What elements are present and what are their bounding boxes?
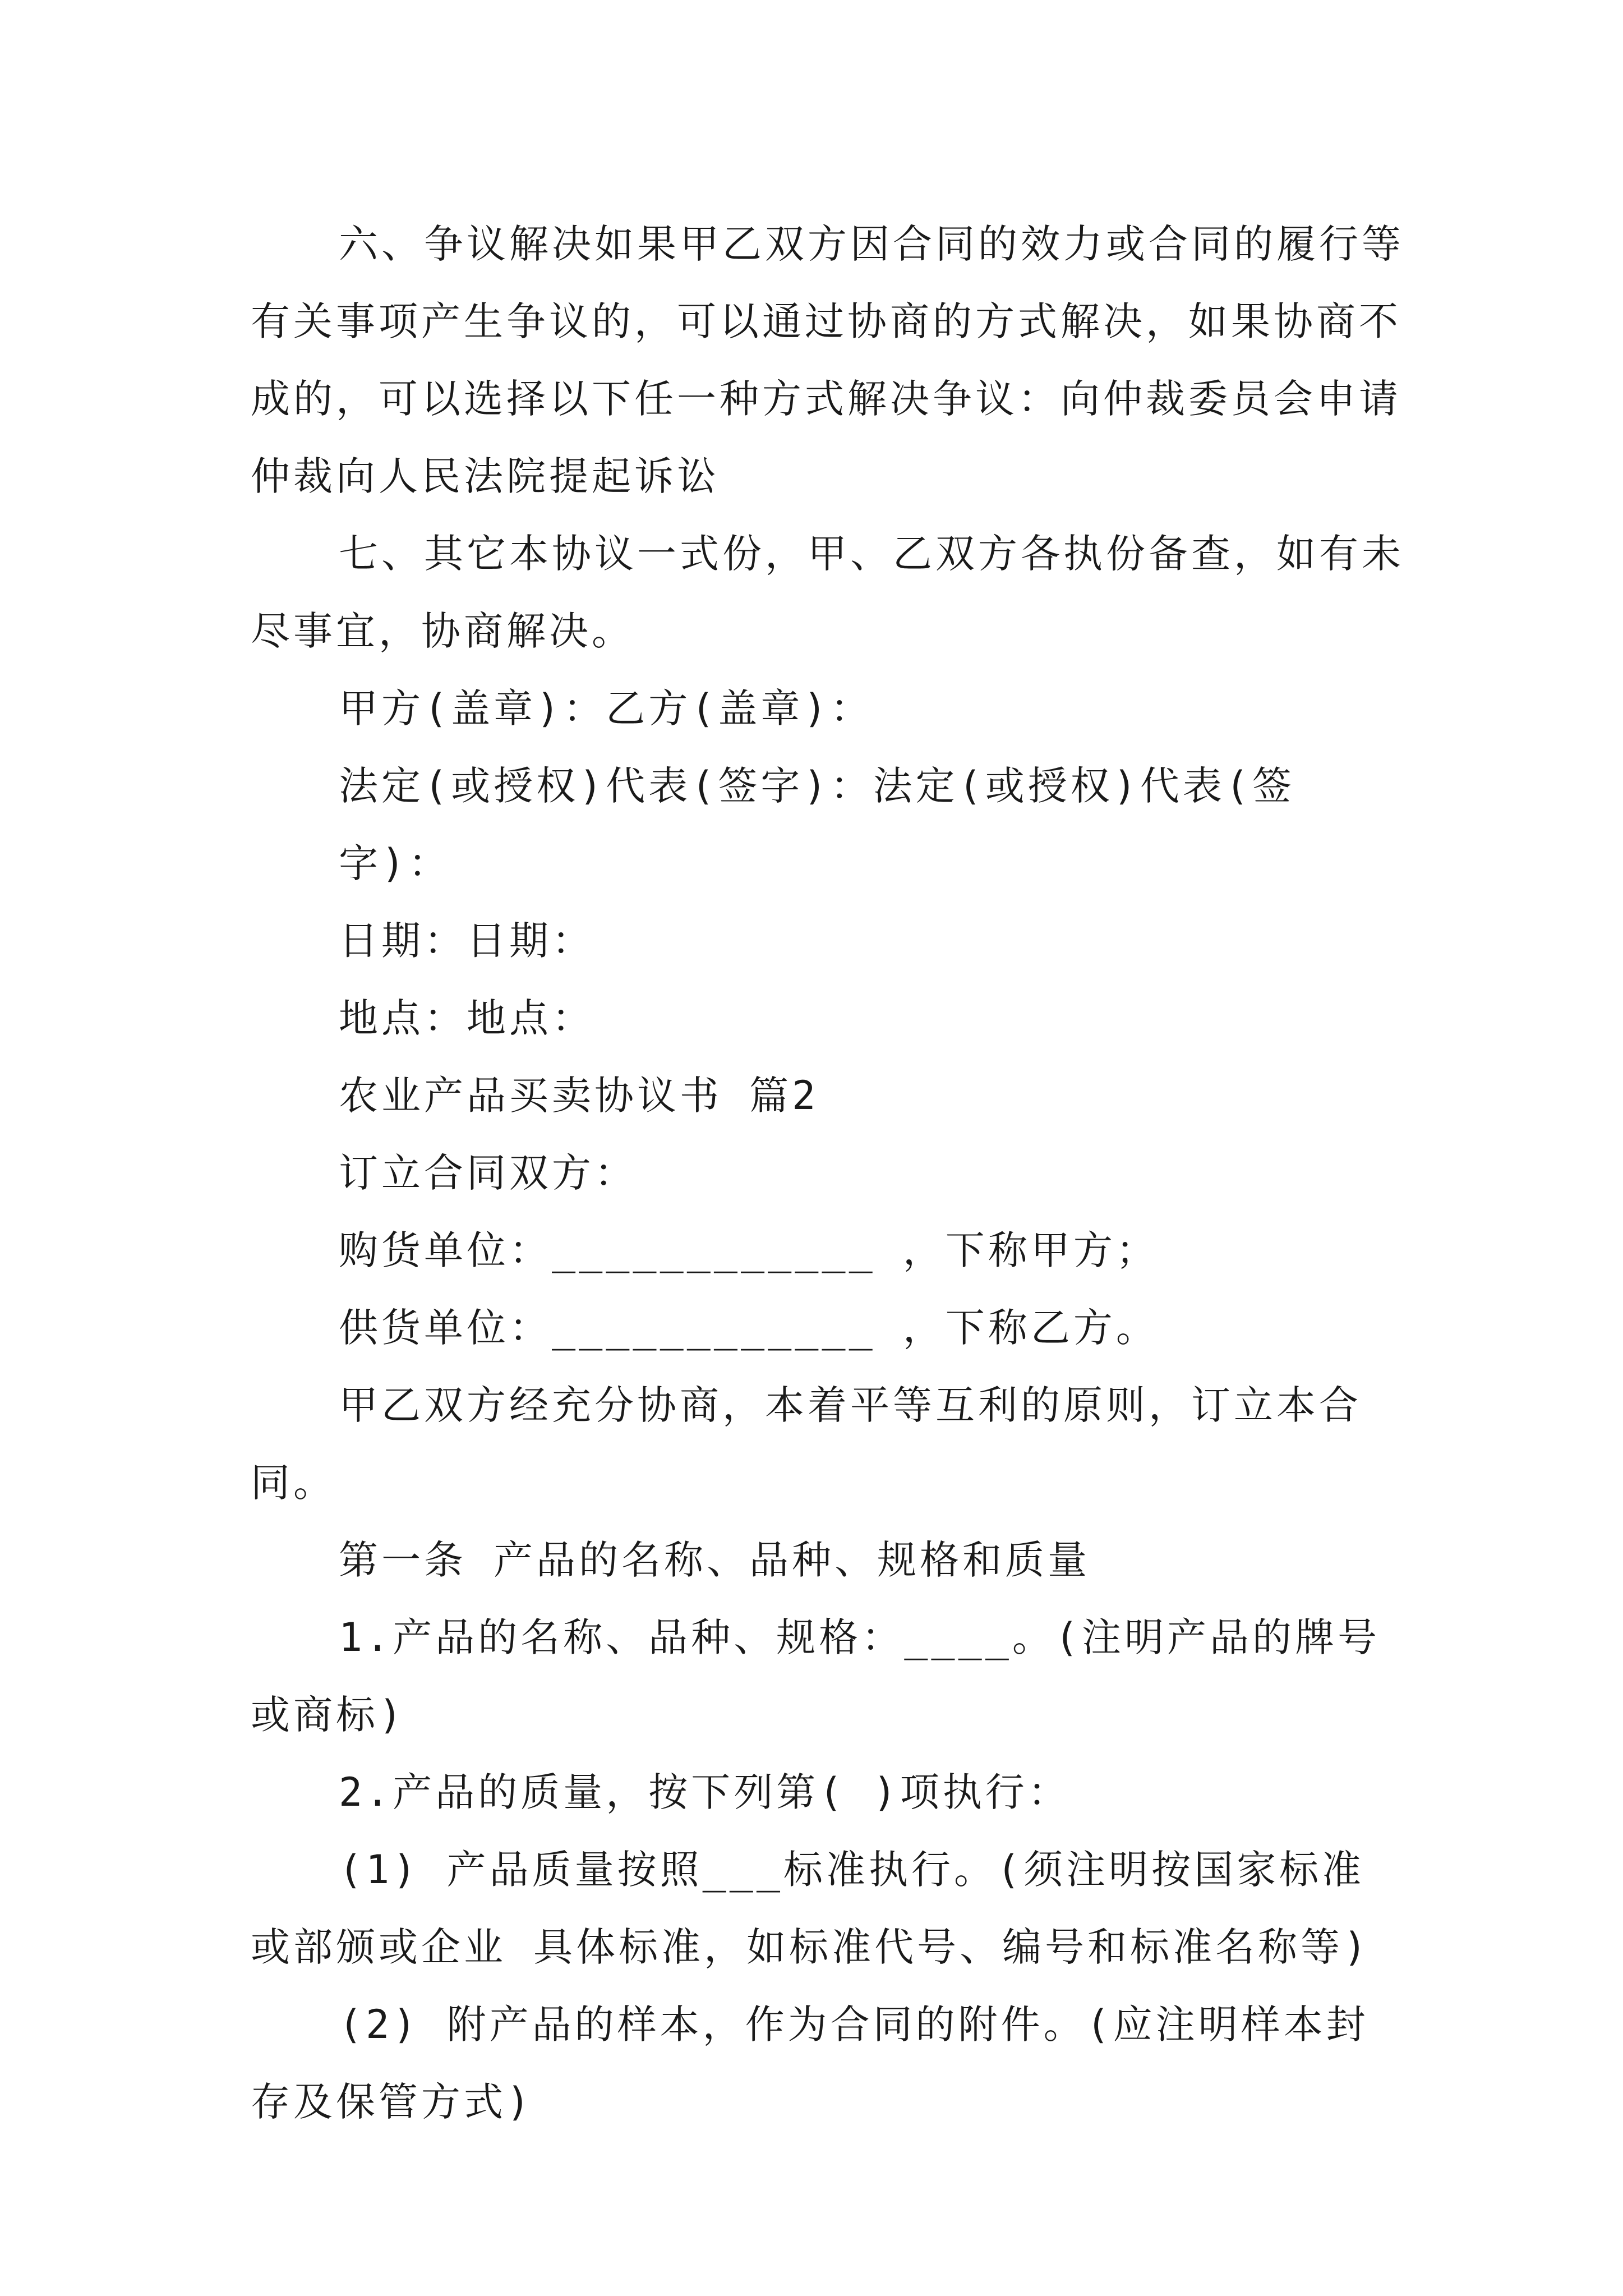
paragraph-agreement-basis: 甲乙双方经充分协商，本着平等互利的原则，订立本合同。 [251,1382,1362,1506]
section-title: 农业产品买卖协议书 篇2 [339,1073,819,1119]
signature-representative-line: 法定(或授权)代表(签字)：法定(或授权)代表(签字)： [339,763,1295,886]
buyer-line: 购货单位：____________ ，下称甲方； [339,1227,1159,1273]
item-product-sample: (2) 附产品的样本，作为合同的附件。(应注明样本封存及保管方式) [251,2001,1369,2125]
signature-place-line: 地点：地点： [339,995,594,1041]
item-product-quality: 2.产品的质量，按下列第( )项执行： [339,1769,1071,1815]
paragraph-dispute-resolution: 六、争议解决如果甲乙双方因合同的效力或合同的履行等有关事项产生争议的，可以通过协商的方式解决，如果协商不成的，可以选择以下任一种方式解决争议：向仲裁委员会申请仲裁向人民法院提起诉讼 [251,221,1404,499]
article-one-heading: 第一条 产品的名称、品种、规格和质量 [339,1537,1091,1583]
signature-seal-line: 甲方(盖章)：乙方(盖章)： [339,685,873,731]
paragraph-other-terms: 七、其它本协议一式份，甲、乙双方各执份备查，如有未尽事宜，协商解决。 [251,531,1404,654]
document-body [251,205,1406,2141]
supplier-line: 供货单位：____________ ，下称乙方。 [339,1305,1159,1351]
signature-date-line: 日期：日期： [339,918,594,964]
item-product-name: 1.产品的名称、品种、规格：____。(注明产品的牌号或商标) [251,1614,1381,1738]
parties-heading: 订立合同双方： [339,1150,637,1196]
item-quality-standard: (1) 产品质量按照___标准执行。(须注明按国家标准或部颁或企业 具体标准，如标准代号、编号和标准名称等) [251,1847,1371,1970]
